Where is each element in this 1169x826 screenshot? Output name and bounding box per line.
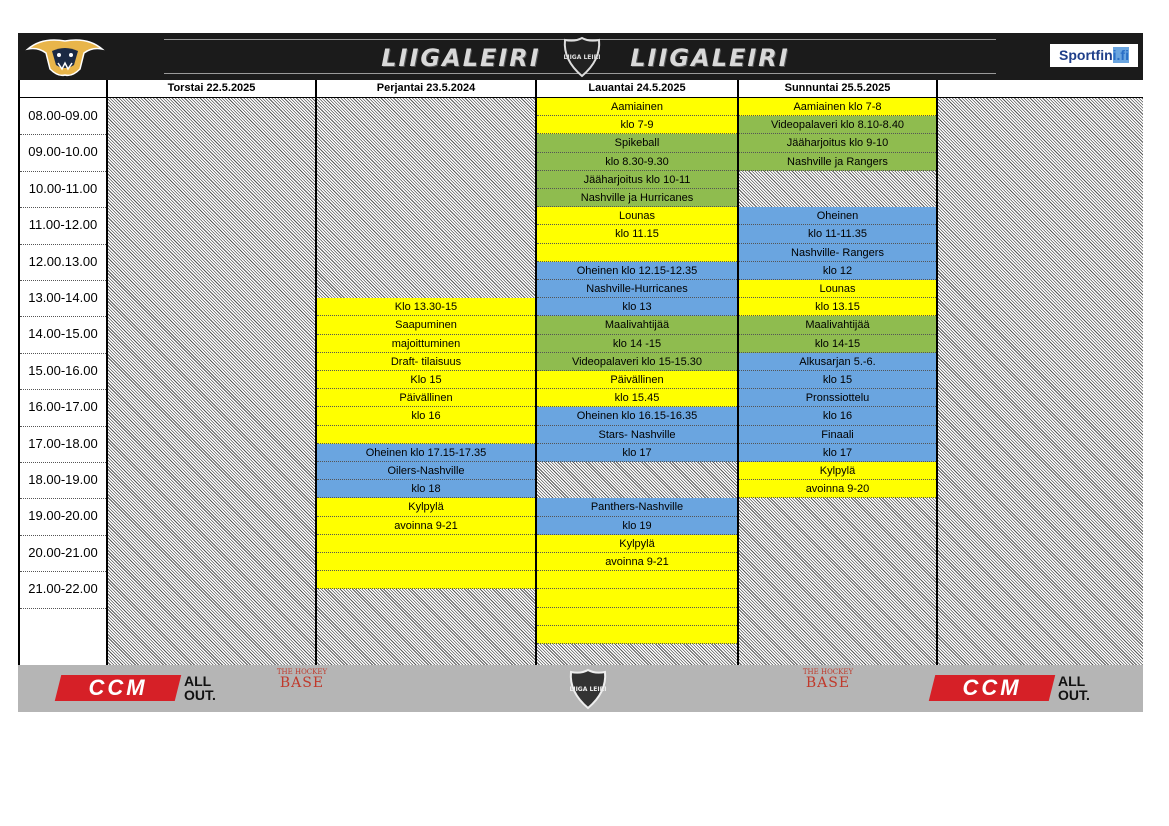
schedule-cell: Saapuminen xyxy=(317,316,535,334)
time-slot-label: 14.00-15.00 xyxy=(28,326,98,342)
day-column-extra xyxy=(938,80,1143,665)
schedule-cell: Oheinen klo 17.15-17.35 xyxy=(317,444,535,462)
schedule-cell: majoittuminen xyxy=(317,335,535,353)
schedule-cell: Päivällinen xyxy=(537,371,737,389)
sponsor-text-b: i.fi xyxy=(1112,47,1129,63)
schedule-cell: Draft- tilaisuus xyxy=(317,353,535,371)
schedule-cell: Klo 15 xyxy=(317,371,535,389)
time-slot-label: 19.00-20.00 xyxy=(28,508,98,524)
day-column-friday xyxy=(317,80,535,665)
schedule-cell: klo 15.45 xyxy=(537,389,737,407)
day-header-saturday: Lauantai 24.5.2025 xyxy=(537,80,737,98)
schedule-cell xyxy=(537,608,737,626)
schedule-cell: Spikeball xyxy=(537,134,737,152)
schedule-cell: Jääharjoitus klo 9-10 xyxy=(739,134,936,152)
schedule-cell: klo 18 xyxy=(317,480,535,498)
header-banner xyxy=(18,33,1143,80)
schedule-cell: Nashville-Hurricanes xyxy=(537,280,737,298)
sportfini-logo[interactable] xyxy=(1050,44,1138,67)
schedule-cell: klo 15 xyxy=(739,371,936,389)
sponsor-text-a: Sportfin xyxy=(1059,47,1113,63)
schedule-cell xyxy=(537,571,737,589)
schedule-cell: avoinna 9-21 xyxy=(317,517,535,535)
schedule-cell: Maalivahtijää xyxy=(537,316,737,334)
time-column xyxy=(20,80,106,665)
schedule-cell xyxy=(317,535,535,553)
time-slot-label: 15.00-16.00 xyxy=(28,362,98,378)
schedule-cell: Videopalaveri klo 15-15.30 xyxy=(537,353,737,371)
schedule-cell: Oheinen klo 16.15-16.35 xyxy=(537,407,737,425)
ccm-tagline-left xyxy=(184,674,244,702)
ccm-text-right: CCM xyxy=(962,675,1022,700)
schedule-cell: klo 13.15 xyxy=(739,298,936,316)
day-header-thursday: Torstai 22.5.2025 xyxy=(108,80,315,98)
schedule-cell: klo 19 xyxy=(537,517,737,535)
day-column-thursday xyxy=(108,80,315,665)
schedule-cell: Jääharjoitus klo 10-11 xyxy=(537,171,737,189)
schedule-cell: klo 12 xyxy=(739,262,936,280)
schedule-cell: Pronssiottelu xyxy=(739,389,936,407)
time-slot-label: 21.00-22.00 xyxy=(28,581,98,597)
hockey-base-small-right: THE HOCKEY xyxy=(802,668,854,676)
time-slot-label: 12.00.13.00 xyxy=(28,253,98,269)
schedule-cell: Nashville- Rangers xyxy=(739,244,936,262)
predators-logo-icon xyxy=(22,35,108,78)
schedule-cell: Lounas xyxy=(537,207,737,225)
schedule-cell: Videopalaveri klo 8.10-8.40 xyxy=(739,116,936,134)
day-column-sunday xyxy=(739,80,936,665)
ccm-tagline-2-right: OUT. xyxy=(1058,687,1090,703)
schedule-cell: klo 17 xyxy=(739,444,936,462)
ccm-tagline-right xyxy=(1058,674,1118,702)
schedule-cell: klo 16 xyxy=(317,407,535,425)
time-column-header xyxy=(20,80,106,98)
schedule-cell: klo 11.15 xyxy=(537,225,737,243)
schedule-cell xyxy=(537,626,737,644)
schedule-cell: Kylpylä xyxy=(739,462,936,480)
ccm-text-left: CCM xyxy=(88,675,148,700)
schedule-cell: avoinna 9-21 xyxy=(537,553,737,571)
day-column-saturday xyxy=(537,80,737,665)
time-slot-label: 08.00-09.00 xyxy=(28,108,98,123)
schedule-cell: Aamiainen klo 7-8 xyxy=(739,98,936,116)
schedule-cell: klo 7-9 xyxy=(537,116,737,134)
schedule-cell: klo 17 xyxy=(537,444,737,462)
time-slot-label: 09.00-10.00 xyxy=(28,144,98,160)
hockey-base-logo-right[interactable] xyxy=(798,669,858,709)
schedule-cell: klo 11-11.35 xyxy=(739,225,936,243)
schedule-cell: avoinna 9-20 xyxy=(739,480,936,498)
schedule-cell: klo 13 xyxy=(537,298,737,316)
ccm-tagline-1-left: ALL xyxy=(184,673,212,689)
schedule-cell: Stars- Nashville xyxy=(537,426,737,444)
hockey-base-logo-left[interactable] xyxy=(272,669,332,709)
time-slot-label: 10.00-11.00 xyxy=(28,180,98,196)
hockey-base-main-left: BASE xyxy=(279,675,325,691)
schedule-cell: Kylpylä xyxy=(537,535,737,553)
time-slot-label: 16.00-17.00 xyxy=(28,399,98,415)
hockey-base-main-right: BASE xyxy=(805,675,851,691)
schedule-cell xyxy=(537,589,737,607)
footer-shield-text: LIIGA LEIRI xyxy=(569,686,607,693)
schedule-cell: Päivällinen xyxy=(317,389,535,407)
day-header-extra xyxy=(938,80,1143,98)
schedule-cell: Oheinen klo 12.15-12.35 xyxy=(537,262,737,280)
schedule-cell: Klo 13.30-15 xyxy=(317,298,535,316)
time-slot-label: 20.00-21.00 xyxy=(28,544,98,560)
schedule-cell xyxy=(317,553,535,571)
header-title-right: LIIGALEIRI xyxy=(630,44,790,72)
ccm-tagline-1-right: ALL xyxy=(1058,673,1086,689)
day-header-sunday: Sunnuntai 25.5.2025 xyxy=(739,80,936,98)
liigaleiri-footer-shield-icon xyxy=(567,668,609,710)
time-slot-label: 18.00-19.00 xyxy=(28,472,98,487)
schedule-cell: Oilers-Nashville xyxy=(317,462,535,480)
schedule-grid xyxy=(18,80,1143,665)
schedule-cell: klo 8.30-9.30 xyxy=(537,153,737,171)
time-slot-label: 17.00-18.00 xyxy=(28,435,98,451)
schedule-cell: Alkusarjan 5.-6. xyxy=(739,353,936,371)
schedule-cell: Finaali xyxy=(739,426,936,444)
time-slot-label: 13.00-14.00 xyxy=(28,290,98,305)
schedule-cell: Kylpylä xyxy=(317,498,535,516)
schedule-cell: Nashville ja Hurricanes xyxy=(537,189,737,207)
schedule-cell xyxy=(317,426,535,444)
schedule-cell: Nashville ja Rangers xyxy=(739,153,936,171)
schedule-cell: klo 16 xyxy=(739,407,936,425)
schedule-cell: klo 14 -15 xyxy=(537,335,737,353)
shield-text: LIIGA LEIRI xyxy=(563,54,601,61)
schedule-cell xyxy=(537,244,737,262)
schedule-cell xyxy=(317,571,535,589)
hockey-base-small-left: THE HOCKEY xyxy=(276,668,328,676)
ccm-tagline-2-left: OUT. xyxy=(184,687,216,703)
schedule-cell: klo 14-15 xyxy=(739,335,936,353)
schedule-cell: Maalivahtijää xyxy=(739,316,936,334)
schedule-cell: Lounas xyxy=(739,280,936,298)
sponsor-footer xyxy=(18,665,1143,712)
day-header-friday: Perjantai 23.5.2024 xyxy=(317,80,535,98)
time-slot-label: 11.00-12.00 xyxy=(28,217,98,233)
schedule-cell: Panthers-Nashville xyxy=(537,498,737,516)
liigaleiri-shield-icon xyxy=(561,36,603,78)
schedule-cell: Aamiainen xyxy=(537,98,737,116)
header-title-left: LIIGALEIRI xyxy=(381,44,541,72)
schedule-cell: Oheinen xyxy=(739,207,936,225)
